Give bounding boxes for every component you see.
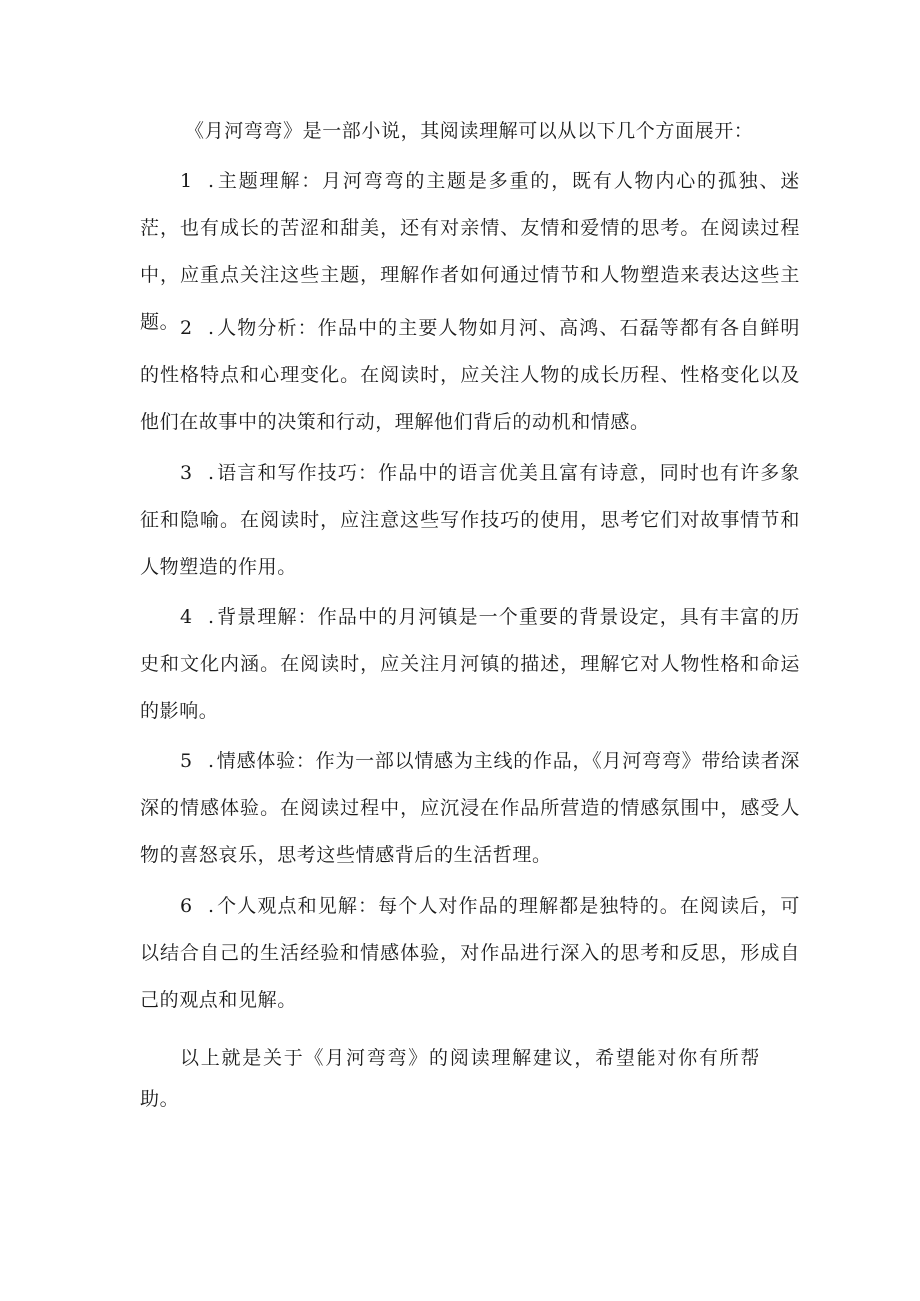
- list-item-text: 情感体验：作为一部以情感为主线的作品，《月河弯弯》带给读者深深的情感体验。在阅读过程中，应沉浸在作品所营造的情感氛围中，感受人物的喜怒哀乐，思考这些情感背后的生活哲理。: [140, 750, 800, 866]
- list-item-text: 语言和写作技巧：作品中的语言优美且富有诗意，同时也有许多象征和隐喻。在阅读时，应注意这些写作技巧的使用，思考它们对故事情节和人物塑造的作用。: [140, 462, 800, 578]
- list-item-number: 6: [180, 895, 193, 917]
- list-item-4: [140, 594, 800, 735]
- list-item-number: 5: [180, 750, 193, 772]
- list-item-3: [140, 450, 800, 591]
- list-item-separator: .: [208, 170, 215, 192]
- list-item-separator: .: [208, 895, 215, 917]
- list-item-number: 2: [180, 317, 193, 339]
- list-item-text: 个人观点和见解：每个人对作品的理解都是独特的。在阅读后，可以结合自己的生活经验和情感体验，对作品进行深入的思考和反思，形成自己的观点和见解。: [140, 895, 800, 1011]
- list-item-separator: .: [208, 750, 215, 772]
- closing-paragraph: 以上就是关于《月河弯弯》的阅读理解建议，希望能对你有所帮助。: [140, 1047, 760, 1110]
- list-item-separator: .: [208, 317, 215, 339]
- list-item-number: 1: [180, 170, 193, 192]
- intro-paragraph: 《月河弯弯》是一部小说，其阅读理解可以从以下几个方面展开：: [185, 120, 754, 142]
- list-item-6: [140, 883, 800, 1024]
- list-item-number: 4: [180, 606, 193, 628]
- list-item-separator: .: [208, 606, 215, 628]
- list-item-separator: .: [208, 462, 215, 484]
- list-item-5: [140, 738, 800, 879]
- list-item-text: 主题理解：月河弯弯的主题是多重的，既有人物内心的孤独、迷茫，也有成长的苦涩和甜美，还有对亲情、友情和爱情的思考。在阅读过程中，应重点关注这些主题，理解作者如何通过情节和人物塑造来表达这些主题。: [140, 170, 800, 333]
- list-item-2: [140, 305, 800, 446]
- list-item-number: 3: [180, 462, 193, 484]
- list-item-text: 人物分析：作品中的主要人物如月河、高鸿、石磊等都有各自鲜明的性格特点和心理变化。在阅读时，应关注人物的成长历程、性格变化以及他们在故事中的决策和行动，理解他们背后的动机和情感。: [140, 317, 800, 433]
- list-item-text: 背景理解：作品中的月河镇是一个重要的背景设定，具有丰富的历史和文化内涵。在阅读时，应关注月河镇的描述，理解它对人物性格和命运的影响。: [140, 606, 800, 722]
